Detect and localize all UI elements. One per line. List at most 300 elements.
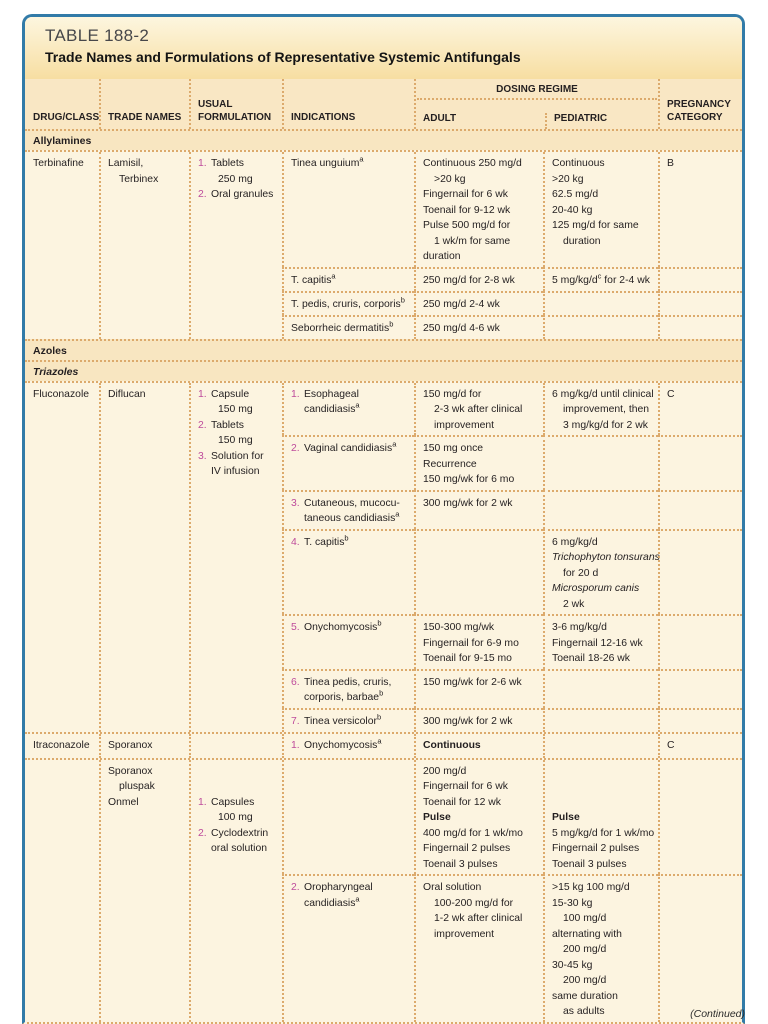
list-number: 1.	[291, 388, 300, 400]
list-number: 2.	[291, 882, 300, 893]
text: 150 mg/d for	[423, 388, 482, 400]
table-title-band	[25, 17, 742, 79]
cell-pediatric	[543, 152, 658, 267]
text: 150 mg	[218, 435, 253, 446]
cell-pregnancy	[658, 267, 742, 291]
text: 100 mg/d	[563, 913, 607, 924]
cell-pregnancy	[658, 760, 742, 875]
text: Itraconazole	[33, 739, 90, 751]
text: Continuous	[552, 158, 605, 169]
text-line	[552, 597, 655, 613]
list-number: 4.	[291, 536, 300, 548]
text: T. capitis	[291, 274, 332, 286]
cell-formulation	[189, 383, 282, 732]
text-line	[552, 880, 655, 896]
text: 250 mg	[218, 173, 253, 185]
list-number: 6.	[291, 676, 300, 688]
text-line	[423, 651, 540, 667]
cell-adult	[414, 760, 543, 875]
col-header-label: USUAL	[198, 99, 233, 110]
cell-indications	[282, 315, 414, 339]
cell-pediatric	[543, 874, 658, 1022]
text: 3 mg/kg/d for 2 wk	[563, 419, 648, 431]
text-line	[552, 535, 655, 551]
section-header-label: Triazoles	[33, 365, 79, 378]
text: Vaginal candidiasis	[304, 443, 393, 454]
col-header-usual-formulation	[189, 79, 282, 129]
text-line	[108, 387, 186, 403]
footnote-marker: b	[379, 688, 384, 698]
col-header-indications	[282, 79, 414, 129]
text: corporis, barbae	[304, 692, 380, 703]
text-line	[198, 418, 279, 434]
cell-pregnancy	[658, 490, 742, 529]
text: for 2-4 wk	[601, 274, 650, 286]
text-line	[291, 496, 411, 512]
cell-pediatric	[543, 669, 658, 708]
text-line	[291, 675, 411, 691]
text: 250 mg/d for 2-8 wk	[423, 274, 515, 286]
text-line	[667, 387, 739, 403]
cell-pediatric	[543, 383, 658, 436]
footnote-marker: b	[400, 295, 405, 305]
footnote-marker: a	[331, 271, 336, 281]
drug-block-itraconazole	[25, 732, 742, 758]
text: Onmel	[108, 796, 139, 808]
text: Pulse	[552, 812, 580, 823]
text: Onychomycosis	[304, 739, 378, 751]
footnote-marker: a	[359, 154, 364, 164]
text-line	[108, 172, 186, 188]
cell-drug-class	[25, 734, 99, 758]
cell-pregnancy	[658, 315, 742, 339]
text-line	[291, 387, 411, 403]
text-line	[552, 620, 655, 636]
cell-pediatric	[543, 614, 658, 669]
text-line	[291, 321, 411, 337]
cell-indications	[282, 490, 414, 529]
cell-drug-class	[25, 760, 99, 1022]
text-line	[423, 826, 540, 842]
text-line	[423, 218, 540, 234]
cell-pediatric	[543, 490, 658, 529]
text: Fingernail 2 pulses	[552, 843, 640, 854]
text: 400 mg/d for 1 wk/mo	[423, 827, 523, 839]
col-header-trade-names	[99, 79, 189, 129]
text: Toenail 3 pulses	[552, 858, 627, 870]
text: candidiasis	[304, 897, 356, 909]
footnote-marker: b	[376, 712, 382, 722]
cell-pregnancy	[658, 734, 742, 758]
text-line	[108, 156, 186, 172]
text-line	[291, 273, 411, 289]
footnote-marker: b	[344, 533, 349, 543]
table-body	[25, 129, 742, 1022]
text-line	[108, 795, 186, 811]
text: Toenail 3 pulses	[423, 858, 498, 870]
cell-indications	[282, 874, 414, 1022]
cell-indications	[282, 614, 414, 669]
cell-pregnancy	[658, 529, 742, 615]
cell-pediatric	[543, 291, 658, 315]
text: Trichophyton tonsurans	[552, 552, 660, 563]
list-number: 2.	[198, 189, 207, 200]
text-line	[291, 896, 411, 912]
continued-note: (Continued)	[690, 1008, 745, 1020]
cell-adult	[414, 669, 543, 708]
cell-adult	[414, 435, 543, 490]
cell-adult	[414, 874, 543, 1022]
text-line	[291, 511, 411, 527]
text: taneous candidiasis	[304, 513, 396, 524]
cell-adult	[414, 529, 543, 615]
text-line	[198, 187, 279, 203]
cell-formulation	[189, 734, 282, 758]
cell-pediatric	[543, 760, 658, 875]
footnote-marker: a	[355, 400, 360, 410]
footnote-marker: b	[389, 319, 394, 329]
drug-block-itraconazole-continued	[25, 758, 742, 1022]
text-line	[423, 675, 540, 691]
cell-drug-class	[25, 383, 99, 732]
text-line	[423, 402, 540, 418]
text: T. capitis	[304, 536, 345, 548]
text-line	[423, 738, 540, 754]
section-header-label: Azoles	[33, 344, 67, 357]
text-line	[552, 566, 655, 582]
text: Capsule	[211, 388, 250, 400]
text: 2 wk	[563, 598, 585, 610]
text: Cutaneous, mucocu-	[304, 497, 400, 509]
col-header-adult: ADULT	[423, 113, 457, 124]
cell-adult	[414, 490, 543, 529]
text-line	[552, 581, 655, 597]
text-line	[291, 714, 411, 730]
text: alternating with	[552, 928, 622, 940]
text-line	[552, 273, 655, 289]
cell-trade-names	[99, 760, 189, 1022]
section-header-triazoles	[25, 360, 742, 381]
text: 2-3 wk after clinical	[434, 404, 523, 415]
cell-indications	[282, 734, 414, 758]
text-line	[552, 234, 655, 250]
text-line	[423, 172, 540, 188]
text: Fingernail for 6 wk	[423, 781, 508, 792]
text: Microsporum canis	[552, 583, 640, 594]
text-line	[423, 636, 540, 652]
list-number: 1.	[291, 739, 300, 751]
text: 62.5 mg/d	[552, 189, 599, 200]
text-line	[423, 779, 540, 795]
cell-indications	[282, 760, 414, 875]
cell-adult	[414, 708, 543, 732]
text: 100 mg	[218, 812, 253, 823]
text: 125 mg/d for same	[552, 220, 639, 231]
text-line	[552, 896, 655, 912]
text-line	[108, 738, 186, 754]
text: Terbinafine	[33, 158, 84, 169]
cell-indications	[282, 267, 414, 291]
column-header-row	[25, 79, 742, 129]
text-line	[108, 779, 186, 795]
cell-pediatric	[543, 529, 658, 615]
text: 150-300 mg/wk	[423, 622, 495, 633]
cell-adult	[414, 152, 543, 267]
text-line	[198, 464, 279, 480]
text-line	[423, 496, 540, 512]
text: 150 mg	[218, 404, 253, 415]
text: 1 wk/m for same	[434, 235, 511, 247]
text: improvement	[434, 419, 495, 431]
cell-trade-names	[99, 734, 189, 758]
text: candidiasis	[304, 404, 356, 415]
text-line	[198, 449, 279, 465]
cell-formulation	[189, 760, 282, 1022]
cell-adult	[414, 383, 543, 436]
text: T. pedis, cruris, corporis	[291, 298, 401, 310]
text: Fingernail 2 pulses	[423, 843, 511, 854]
cell-drug-class	[25, 152, 99, 339]
footnote-marker: a	[395, 509, 400, 519]
text: 5 mg/kg/d for 1 wk/mo	[552, 827, 655, 839]
footnote-marker: a	[392, 439, 397, 449]
cell-adult	[414, 614, 543, 669]
text-line	[423, 880, 540, 896]
cell-adult	[414, 734, 543, 758]
text-line	[552, 187, 655, 203]
col-header-label: DRUG/CLASS	[33, 111, 100, 123]
list-number: 2.	[291, 443, 300, 454]
text: 150 mg/wk for 2-6 wk	[423, 676, 522, 688]
text: 250 mg/d 2-4 wk	[423, 298, 500, 310]
text-line	[291, 441, 411, 457]
text: C	[667, 388, 675, 400]
text: 20-40 kg	[552, 204, 593, 216]
col-header-label: INDICATIONS	[291, 111, 356, 123]
text-line	[552, 203, 655, 219]
text: Recurrence	[423, 458, 477, 470]
footnote-marker: c	[597, 271, 602, 281]
col-header-label: PREGNANCY	[667, 99, 731, 110]
text-line	[423, 764, 540, 780]
text-line	[198, 402, 279, 418]
text-line	[552, 989, 655, 1005]
text: Toenail for 9-15 mo	[423, 653, 512, 664]
text: Lamisil,	[108, 158, 144, 169]
text-line	[291, 535, 411, 551]
section-header-label: Allylamines	[33, 135, 92, 147]
cell-indications	[282, 529, 414, 615]
text: 6 mg/kg/d	[552, 536, 598, 548]
text-line	[423, 810, 540, 826]
text-line	[291, 156, 411, 172]
text-line	[198, 387, 279, 403]
col-header-label: CATEGORY	[667, 111, 723, 123]
text-line	[667, 738, 739, 754]
text: Continuous	[423, 739, 481, 751]
text-line	[33, 156, 96, 172]
text-line	[552, 402, 655, 418]
text: Seborrheic dermatitis	[291, 322, 390, 334]
text: >20 kg	[552, 173, 584, 185]
text-line	[198, 433, 279, 449]
cell-pregnancy	[658, 383, 742, 436]
text-line	[291, 620, 411, 636]
text: Toenail 18-26 wk	[552, 653, 630, 664]
list-number: 5.	[291, 622, 300, 633]
text-line	[423, 472, 540, 488]
text: 300 mg/wk for 2 wk	[423, 497, 513, 509]
text: pluspak	[119, 781, 155, 792]
cell-pediatric	[543, 315, 658, 339]
list-number: 2.	[198, 419, 207, 431]
text: Tinea versicolor	[304, 715, 377, 727]
list-number: 3.	[198, 450, 207, 462]
text: Tinea pedis, cruris,	[304, 676, 392, 688]
text-line	[552, 418, 655, 434]
text-line	[552, 387, 655, 403]
text-line	[667, 156, 739, 172]
drug-block-terbinafine	[25, 150, 742, 339]
text-line	[552, 973, 655, 989]
cell-indications	[282, 291, 414, 315]
text-line	[552, 826, 655, 842]
text: C	[667, 739, 675, 751]
text-line	[552, 911, 655, 927]
text: improvement, then	[563, 404, 650, 415]
section-header-azoles	[25, 339, 742, 360]
cell-pediatric	[543, 708, 658, 732]
text-line	[423, 620, 540, 636]
text-line	[552, 636, 655, 652]
text: duration	[423, 251, 461, 262]
text-line	[198, 810, 279, 826]
list-number: 3.	[291, 497, 300, 509]
text-line	[552, 218, 655, 234]
text: 200 mg/d	[423, 765, 467, 777]
text: Oropharyngeal	[304, 882, 373, 893]
text-line	[198, 172, 279, 188]
text-line	[552, 857, 655, 873]
text-line	[423, 795, 540, 811]
col-header-label: TRADE NAMES	[108, 111, 182, 123]
text-line	[423, 203, 540, 219]
text: Pulse	[423, 812, 451, 823]
text-line	[552, 810, 655, 826]
text: Cyclodextrin	[211, 827, 269, 839]
text-line	[552, 942, 655, 958]
text: 3-6 mg/kg/d	[552, 622, 607, 633]
list-number: 7.	[291, 715, 300, 727]
text: for 20 d	[563, 567, 599, 579]
text-line	[423, 911, 540, 927]
text-line	[552, 927, 655, 943]
text: 100-200 mg/d for	[434, 897, 514, 909]
text: Toenail for 12 wk	[423, 796, 501, 808]
text-line	[552, 958, 655, 974]
cell-pregnancy	[658, 614, 742, 669]
text: 30-45 kg	[552, 959, 593, 971]
text-line	[33, 387, 96, 403]
table-number: TABLE 188-2	[45, 26, 150, 45]
cell-pediatric	[543, 435, 658, 490]
footnote-marker: a	[377, 736, 382, 746]
text: same duration	[552, 990, 618, 1002]
text-line	[423, 441, 540, 457]
text-line	[198, 156, 279, 172]
text: 5 mg/kg/d	[552, 274, 598, 286]
text: 300 mg/wk for 2 wk	[423, 715, 513, 727]
text: 15-30 kg	[552, 897, 593, 909]
text: Capsules	[211, 796, 255, 808]
text: as adults	[563, 1006, 605, 1017]
text-line	[552, 156, 655, 172]
footnote-marker: a	[355, 894, 360, 904]
text-line	[423, 927, 540, 943]
text-line	[423, 714, 540, 730]
text: Continuous 250 mg/d	[423, 158, 522, 169]
col-header-pregnancy-category	[658, 79, 742, 129]
section-header-allylamines	[25, 129, 742, 150]
text: 250 mg/d 4-6 wk	[423, 322, 500, 334]
text-line	[291, 738, 411, 754]
cell-indications	[282, 152, 414, 267]
text-line	[552, 651, 655, 667]
text-line	[291, 880, 411, 896]
cell-pregnancy	[658, 874, 742, 1022]
text: 6 mg/kg/d until clinical	[552, 388, 654, 400]
cell-trade-names	[99, 152, 189, 339]
text: Fluconazole	[33, 388, 90, 400]
footnote-marker: b	[377, 618, 382, 628]
text: Sporanox	[108, 739, 153, 751]
text-line	[33, 738, 96, 754]
text-line	[198, 795, 279, 811]
text-line	[423, 321, 540, 337]
list-number: 1.	[198, 158, 207, 169]
text: Oral solution	[423, 882, 482, 893]
cell-adult	[414, 291, 543, 315]
text: Oral granules	[211, 189, 274, 200]
dosing-subcolumns	[416, 113, 658, 129]
text: B	[667, 158, 674, 169]
text: 200 mg/d	[563, 944, 607, 955]
text: Solution for	[211, 450, 264, 462]
text: Fingernail for 6 wk	[423, 189, 508, 200]
text: improvement	[434, 928, 495, 940]
text: IV infusion	[211, 466, 260, 477]
text-line	[423, 234, 540, 250]
cell-pregnancy	[658, 152, 742, 267]
text-line	[423, 156, 540, 172]
table-title: Trade Names and Formulations of Representative Systemic Antifungals	[45, 49, 521, 65]
text-line	[291, 297, 411, 313]
text: 150 mg/wk for 6 mo	[423, 474, 515, 485]
antifungals-table	[22, 14, 745, 1024]
text-line	[552, 1004, 655, 1020]
text-line	[108, 764, 186, 780]
cell-pregnancy	[658, 669, 742, 708]
text-line	[291, 690, 411, 706]
text-line	[423, 249, 540, 265]
col-header-pediatric: PEDIATRIC	[545, 113, 658, 129]
cell-pregnancy	[658, 435, 742, 490]
text-line	[291, 402, 411, 418]
text: Diflucan	[108, 388, 146, 400]
text-line	[198, 826, 279, 842]
text: Onychomycosis	[304, 622, 378, 633]
cell-pediatric	[543, 267, 658, 291]
